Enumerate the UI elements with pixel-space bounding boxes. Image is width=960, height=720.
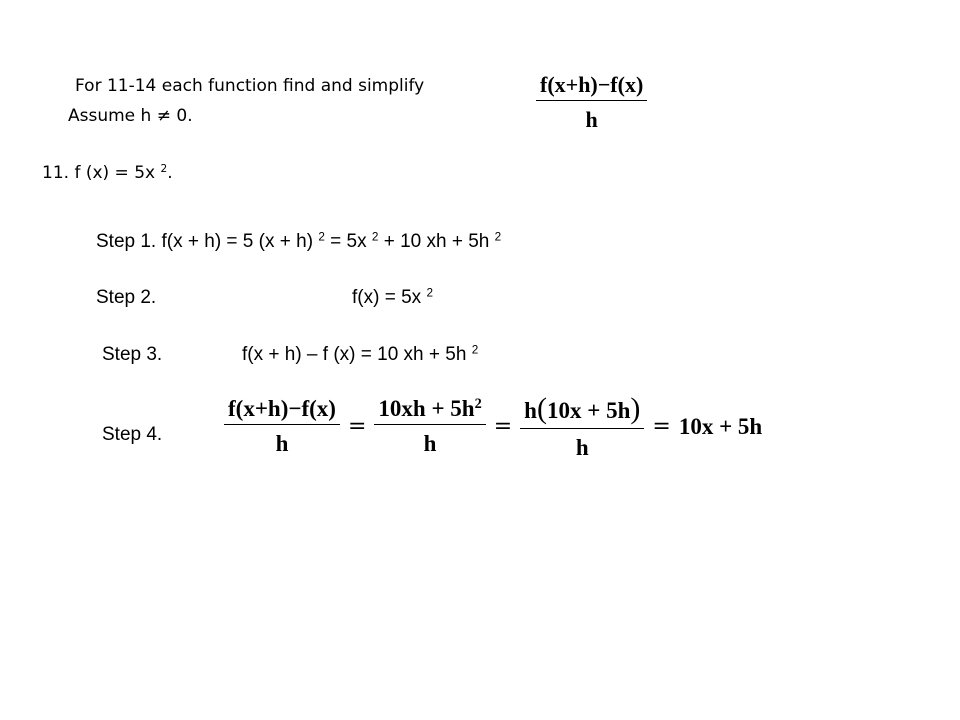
step-4-fraction-2: [374, 396, 485, 457]
equals-sign-3: =: [652, 414, 671, 439]
step-4-fraction-3: [520, 392, 644, 461]
step-4-frac1-denominator: h: [275, 431, 289, 456]
step-4-frac3-inner: 10x + 5h: [546, 398, 631, 423]
assumption-suffix: 0.: [170, 106, 193, 126]
step-4-frac2-denominator: h: [423, 431, 437, 456]
step-4-frac2-exponent: 2: [474, 396, 482, 413]
step-3-expression: f(x + h) – f (x) = 10 xh + 5h: [242, 344, 467, 365]
not-equal-symbol: ≠: [156, 106, 171, 126]
step-1-part1: f(x + h) = 5 (x + h): [161, 231, 314, 252]
step-3-exponent: 2: [471, 343, 479, 357]
step-2-exponent: 2: [426, 286, 433, 300]
problem-suffix: .: [167, 163, 173, 183]
step-4-fraction-1: [224, 396, 340, 457]
step-1-exp2: 2: [371, 230, 379, 244]
step-4-frac2-numerator-text: 10xh + 5h: [378, 396, 475, 421]
equals-sign-2: =: [493, 414, 513, 439]
assumption-prefix: Assume h: [68, 106, 152, 126]
step-2-expression: f(x) = 5x: [352, 287, 422, 308]
step-2: [352, 287, 433, 309]
step-1-label: Step 1.: [96, 231, 157, 252]
step-4-label: Step 4.: [102, 424, 163, 445]
step-1-exp1: 2: [318, 230, 325, 244]
right-paren: ): [630, 392, 641, 425]
problem-label: 11. f (x) = 5x: [42, 163, 156, 183]
step-3: [242, 344, 478, 366]
step-4-frac3-factor: h: [524, 398, 537, 423]
step-3-label-wrap: [102, 344, 162, 366]
left-paren: (: [536, 392, 547, 425]
step-4-frac3-numerator: [520, 392, 644, 429]
header-fraction: [536, 72, 647, 133]
step-4-label-wrap: [102, 424, 162, 446]
step-4-frac1-numerator: f(x+h)−f(x): [224, 396, 340, 425]
equals-sign-1: =: [347, 414, 367, 439]
assumption-line: [68, 106, 193, 126]
step-4-result: 10x + 5h: [678, 413, 763, 439]
header-denominator: h: [585, 107, 598, 132]
instruction-line: [75, 76, 424, 96]
step-1-part3: + 10 xh + 5h: [378, 231, 490, 252]
step-4-frac2-numerator: [374, 396, 485, 425]
step-1-part2: = 5x: [324, 231, 367, 252]
step-4-frac3-denominator: h: [575, 435, 589, 460]
step-2-label: Step 2.: [96, 287, 157, 308]
step-1-exp3: 2: [494, 230, 502, 244]
header-numerator: f(x+h)−f(x): [536, 72, 647, 101]
step-2-label-wrap: [96, 287, 156, 309]
instruction-text: For 11-14 each function find and simplify: [75, 76, 425, 96]
problem-statement: [42, 163, 173, 183]
step-3-label: Step 3.: [102, 344, 163, 365]
difference-quotient-header: [536, 72, 647, 133]
problem-exponent: 2: [160, 163, 168, 176]
step-1: [96, 231, 501, 253]
step-4-equation: [224, 392, 762, 461]
